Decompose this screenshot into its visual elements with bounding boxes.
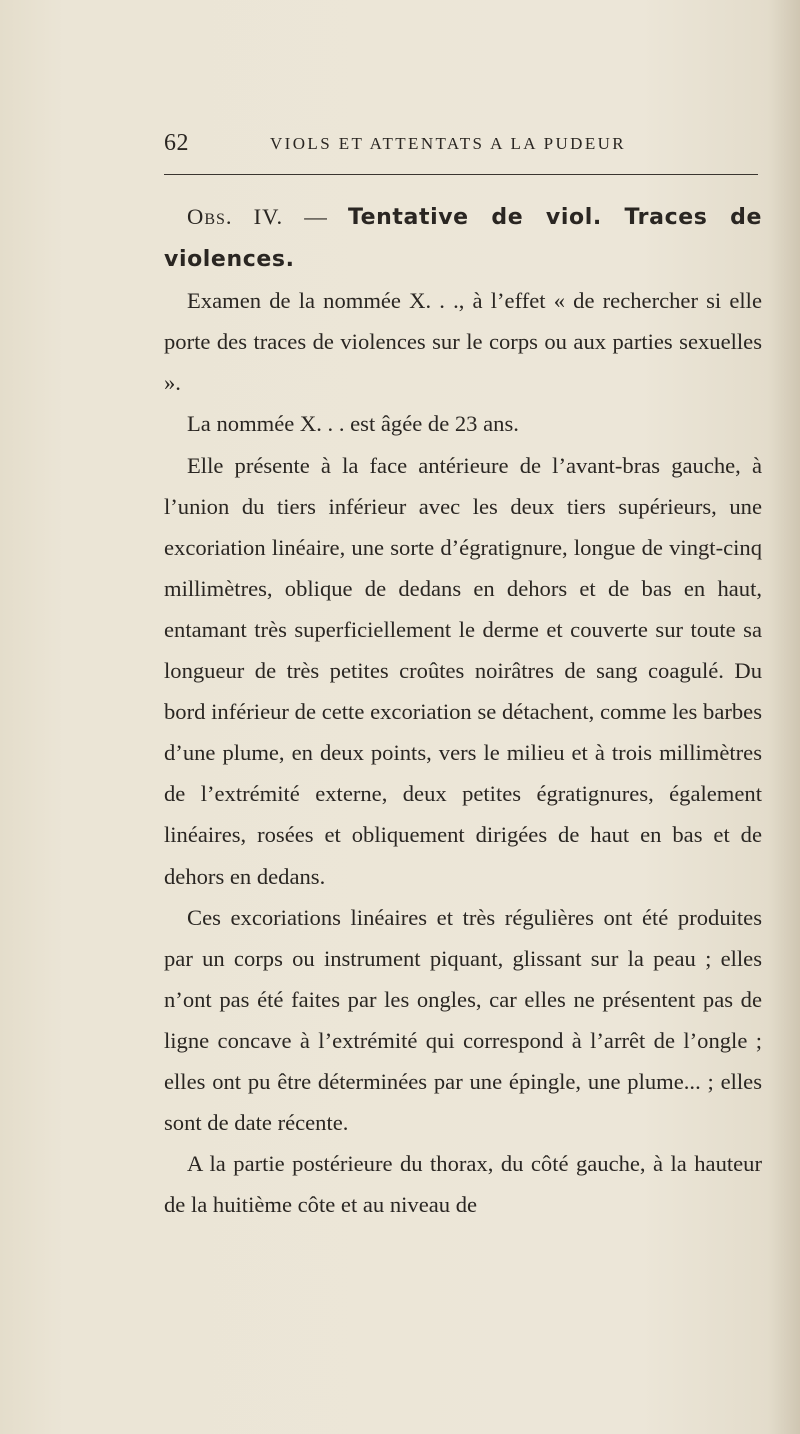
paragraph: La nommée X. . . est âgée de 23 ans.	[187, 411, 519, 437]
paragraph: Ces excoriations linéaires et très régulières ont été produites par un corps ou instrument piquant, glissant sur la peau ; elles n’ont pas été faites par les ongles, car elles ne présentent pas de ligne concave à l’extrémité qui correspond à l’arrêt de l’ongle ; elles ont pu être déterminées par une épingle, une plume... ; elles sont de date récente.	[164, 904, 762, 1136]
header-rule	[164, 174, 758, 175]
paragraph: A la partie postérieure du thorax, du côté gauche, à la hauteur de la huitième côte et au niveau de	[164, 1151, 762, 1218]
page-header	[164, 130, 758, 164]
paragraph: Examen de la nommée X. . ., à l’effet « de rechercher si elle porte des traces de violences sur le corps ou aux parties sexuelles ».	[164, 288, 762, 396]
running-head: VIOLS ET ATTENTATS A LA PUDEUR	[270, 134, 627, 153]
body-text	[164, 196, 762, 1225]
observation-heading	[164, 196, 762, 280]
page-number: 62	[164, 130, 189, 156]
paragraph: Elle présente à la face antérieure de l’avant-bras gauche, à l’union du tiers inférieur avec les deux tiers supérieurs, une excoriation linéaire, une sorte d’égratignure, longue de vingt-cinq millimètres, oblique de dedans en dehors et de bas en haut, entamant très superficiellement le derme et couverte sur toute sa longueur de très petites croûtes noirâtres de sang coagulé. Du bord inférieur de cette excoriation se détachent, comme les barbes d’une plume, en deux points, vers le milieu et à trois millimètres de l’extrémité externe, deux petites égratignures, également linéaires, rosées et obliquement dirigées de haut en bas et de dehors en dedans.	[164, 452, 762, 889]
observation-title: Tentative de viol. Traces de violences.	[164, 205, 762, 273]
observation-label: Obs. IV. —	[187, 204, 328, 229]
